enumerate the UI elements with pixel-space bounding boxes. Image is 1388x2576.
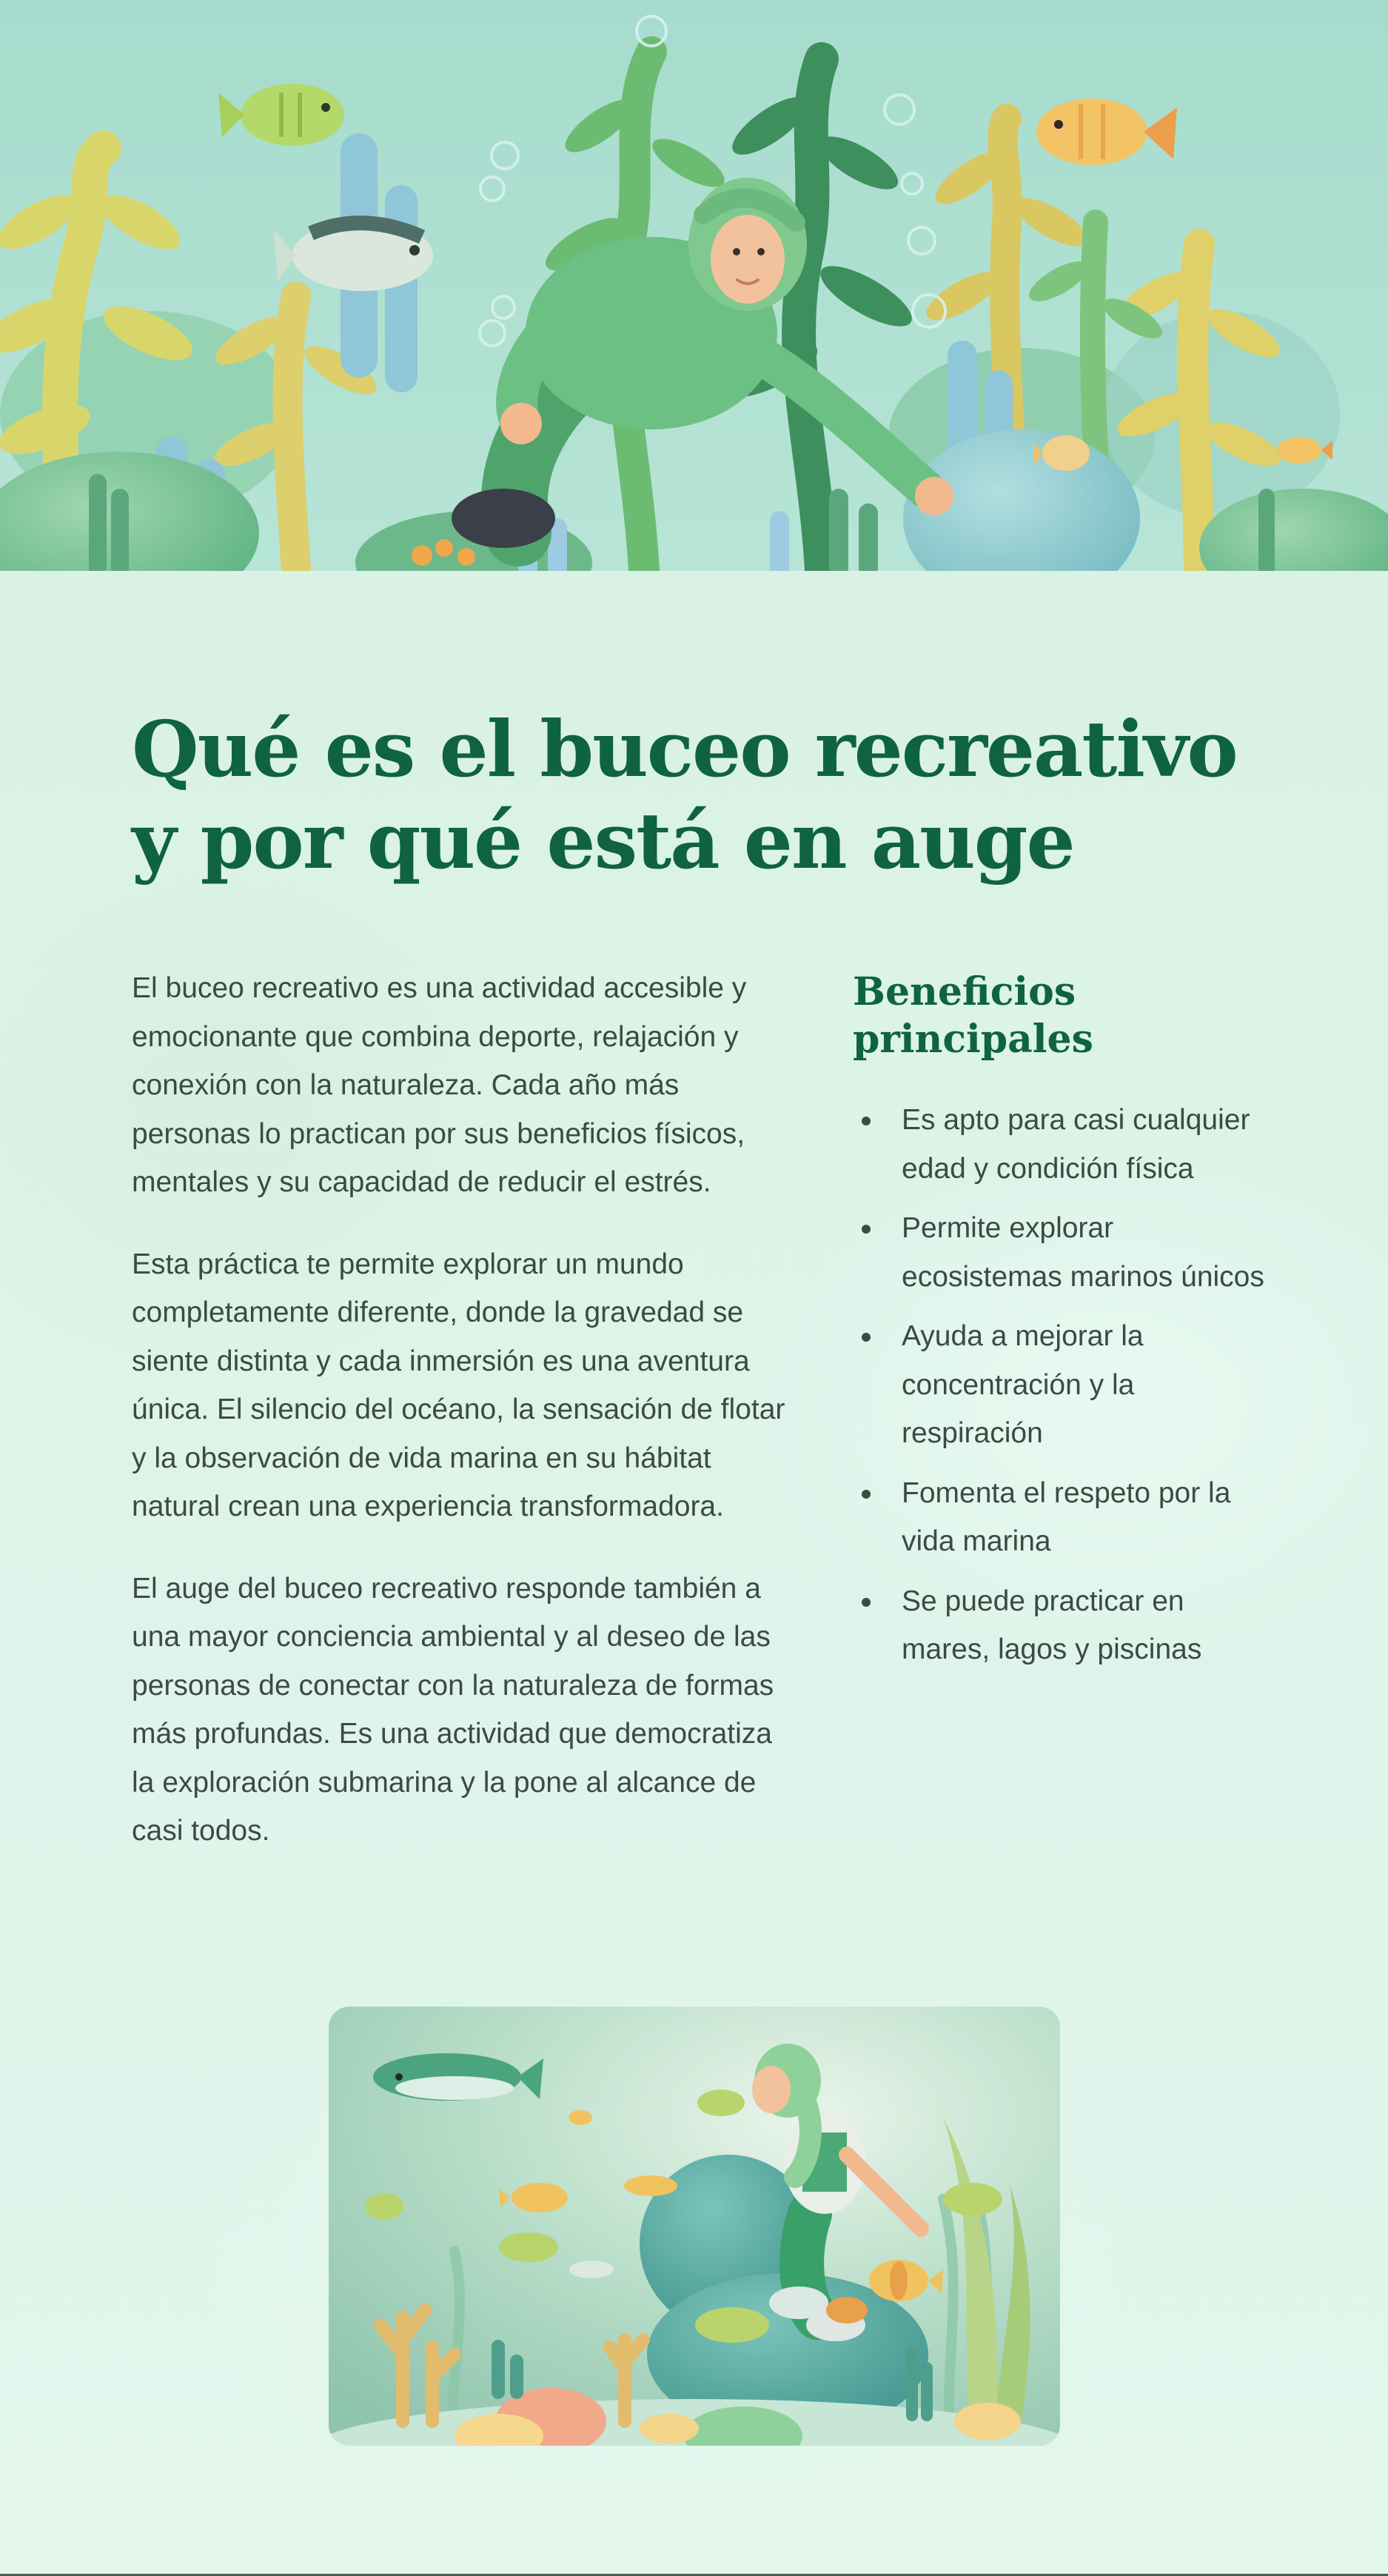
benefit-text: Ayuda a mejorar la concentración y la respiración (902, 1320, 1144, 1449)
bullet-icon (862, 1598, 871, 1607)
bullet-icon (862, 1225, 871, 1234)
benefit-text: Se puede practicar en mares, lagos y piscinas (902, 1585, 1202, 1665)
benefit-text: Fomenta el respeto por la vida marina (902, 1476, 1231, 1557)
bullet-icon (862, 1117, 871, 1125)
reef-illustration (329, 2007, 1060, 2446)
article-body (132, 964, 798, 1889)
hero-illustration (0, 0, 1388, 571)
list-item (853, 1096, 1267, 1193)
list-item (853, 1312, 1267, 1458)
bullet-icon (862, 1333, 871, 1342)
list-item (853, 1204, 1267, 1301)
paragraph-2: Esta práctica te permite explorar un mundo completamente diferente, donde la gravedad se siente distinta y cada inmersión es una aventura única. El silencio del océano, la sensación de flotar y la observación de vida marina en su hábitat natural crean una experiencia transformadora. (132, 1248, 785, 1522)
paragraph-3: El auge del buceo recreativo responde también a una mayor conciencia ambiental y al deseo de las personas de conectar con la naturaleza de formas más profundas. Es una actividad que democratiza la exploración submarina y la pone al alcance de casi todos. (132, 1572, 774, 1847)
paragraph-1: El buceo recreativo es una actividad accesible y emocionante que combina deporte, relajación y conexión con la naturaleza. Cada año más personas lo practican por sus beneficios físicos, mentales y su capacidad de reducir el estrés. (132, 972, 747, 1198)
benefits-list (853, 1096, 1267, 1674)
list-item (853, 1469, 1267, 1566)
list-item (853, 1577, 1267, 1674)
benefit-text: Es apto para casi cualquier edad y condición física (902, 1104, 1250, 1185)
benefits-title: Beneficios principales (853, 969, 1093, 1062)
benefits-sidebar (853, 968, 1267, 1685)
bullet-icon (862, 1490, 871, 1499)
benefit-text: Permite explorar ecosistemas marinos únicos (902, 1212, 1264, 1293)
page-title: Qué es el buceo recreativo y por qué está en auge (132, 703, 1237, 886)
